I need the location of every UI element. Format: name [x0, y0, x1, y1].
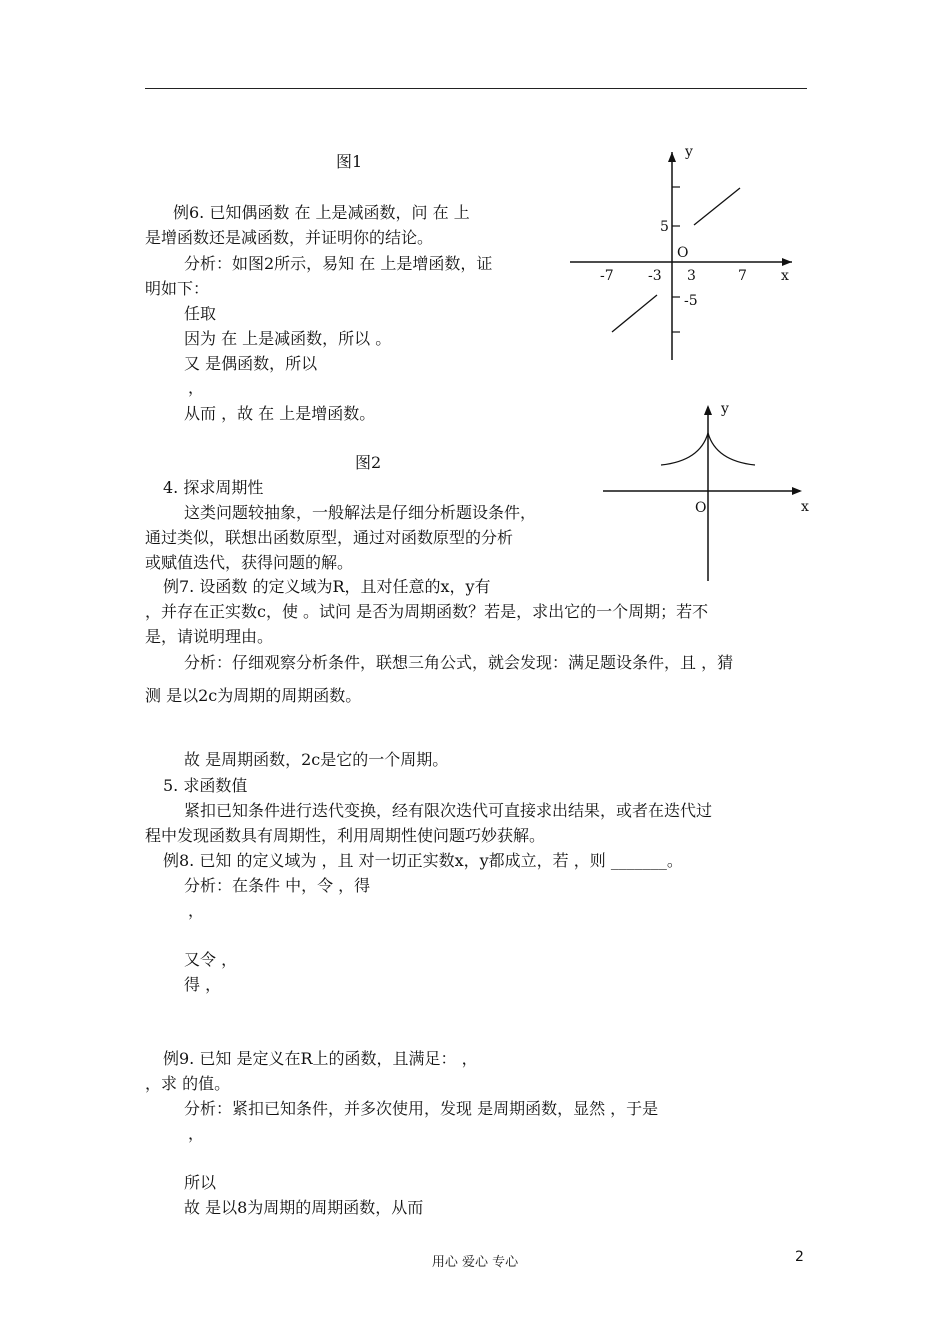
- ex7-line-2: ，并存在正实数c，使 。试问 是否为周期函数？若是，求出它的一个周期；若不: [145, 602, 709, 621]
- section-5-heading: 5. 求函数值: [163, 776, 248, 795]
- an6-line-3: 任取: [184, 304, 217, 323]
- fig1-tick-x-1: -3: [648, 268, 662, 284]
- an6-line-6: ，: [188, 378, 205, 397]
- ex6-line-2: 是增函数还是减函数，并证明你的结论。: [145, 228, 434, 247]
- ex6-line-1: 例6. 已知偶函数 在 上是减函数，问 在 上: [173, 203, 470, 222]
- figure-1-caption: 图1: [336, 152, 363, 171]
- ex7-line-3: 是，请说明理由。: [145, 627, 274, 646]
- an6-line-1: 分析：如图2所示，易知 在 上是增函数，证: [184, 254, 493, 273]
- section-4-heading: 4. 探求周期性: [163, 478, 264, 497]
- fig1-x-label: x: [781, 268, 789, 284]
- an9-line-1: 分析：紧扣已知条件，并多次使用，发现 是周期函数，显然 ，于是: [184, 1099, 659, 1118]
- fig1-tick-y-pos: 5: [660, 219, 669, 235]
- an6-line-2: 明如下：: [145, 279, 210, 298]
- fig1-y-label: y: [685, 144, 693, 160]
- sec4-line-1: 这类问题较抽象，一般解法是仔细分析题设条件，: [184, 503, 537, 522]
- figure-1-graph: [560, 140, 800, 365]
- ex9-line-1: 例9. 已知 是定义在R上的函数，且满足： ，: [163, 1049, 478, 1068]
- page-number: 2: [795, 1249, 804, 1265]
- figure-2-caption: 图2: [355, 453, 382, 472]
- an9-line-2: ，: [188, 1124, 205, 1143]
- an6-line-4: 因为 在 上是减函数，所以 。: [184, 329, 392, 348]
- an9-line-3: 所以: [184, 1173, 217, 1192]
- header-rule: [145, 88, 807, 89]
- an6-line-7: 从而 ，故 在 上是增函数。: [184, 404, 376, 423]
- an7-line-3: 故 是周期函数，2c是它的一个周期。: [184, 750, 449, 769]
- footer-slogan: 用心 爱心 专心: [431, 1255, 519, 1270]
- ex9-line-2: ，求 的值。: [145, 1074, 231, 1093]
- sec5-line-1: 紧扣已知条件进行迭代变换，经有限次迭代可直接求出结果，或者在迭代过: [184, 801, 713, 820]
- figure-2-graph: [595, 395, 820, 585]
- an7-line-1: 分析：仔细观察分析条件，联想三角公式，就会发现：满足题设条件，且 ，猜: [184, 653, 734, 672]
- fig1-tick-x-2: 3: [687, 268, 696, 284]
- an8-line-1: 分析：在条件 中，令 ，得: [184, 876, 371, 895]
- ex8-line-1: 例8. 已知 的定义域为 ，且 对一切正实数x，y都成立，若 ，则 _______。: [163, 851, 683, 870]
- an7-line-2: 测 是以2c为周期的周期函数。: [145, 686, 362, 705]
- an8-line-4: 得 ，: [184, 975, 222, 994]
- ex7-line-1: 例7. 设函数 的定义域为R，且对任意的x，y有: [163, 577, 491, 596]
- an6-line-5: 又 是偶函数，所以: [184, 354, 318, 373]
- fig1-origin-label: O: [677, 245, 689, 261]
- an8-line-3: 又令 ，: [184, 950, 238, 969]
- an8-line-2: ，: [188, 901, 205, 920]
- fig2-x-label: x: [801, 499, 809, 515]
- fig1-tick-y-neg: -5: [684, 293, 698, 309]
- sec4-line-3: 或赋值迭代，获得问题的解。: [145, 553, 354, 572]
- fig1-tick-x-3: 7: [738, 268, 747, 284]
- fig2-origin-label: O: [695, 500, 707, 516]
- an9-line-4: 故 是以8为周期的周期函数，从而: [184, 1198, 424, 1217]
- sec4-line-2: 通过类似，联想出函数原型，通过对函数原型的分析: [145, 528, 514, 547]
- sec5-line-2: 程中发现函数具有周期性，利用周期性使问题巧妙获解。: [145, 826, 546, 845]
- fig1-tick-x-0: -7: [600, 268, 614, 284]
- fig2-y-label: y: [721, 401, 729, 417]
